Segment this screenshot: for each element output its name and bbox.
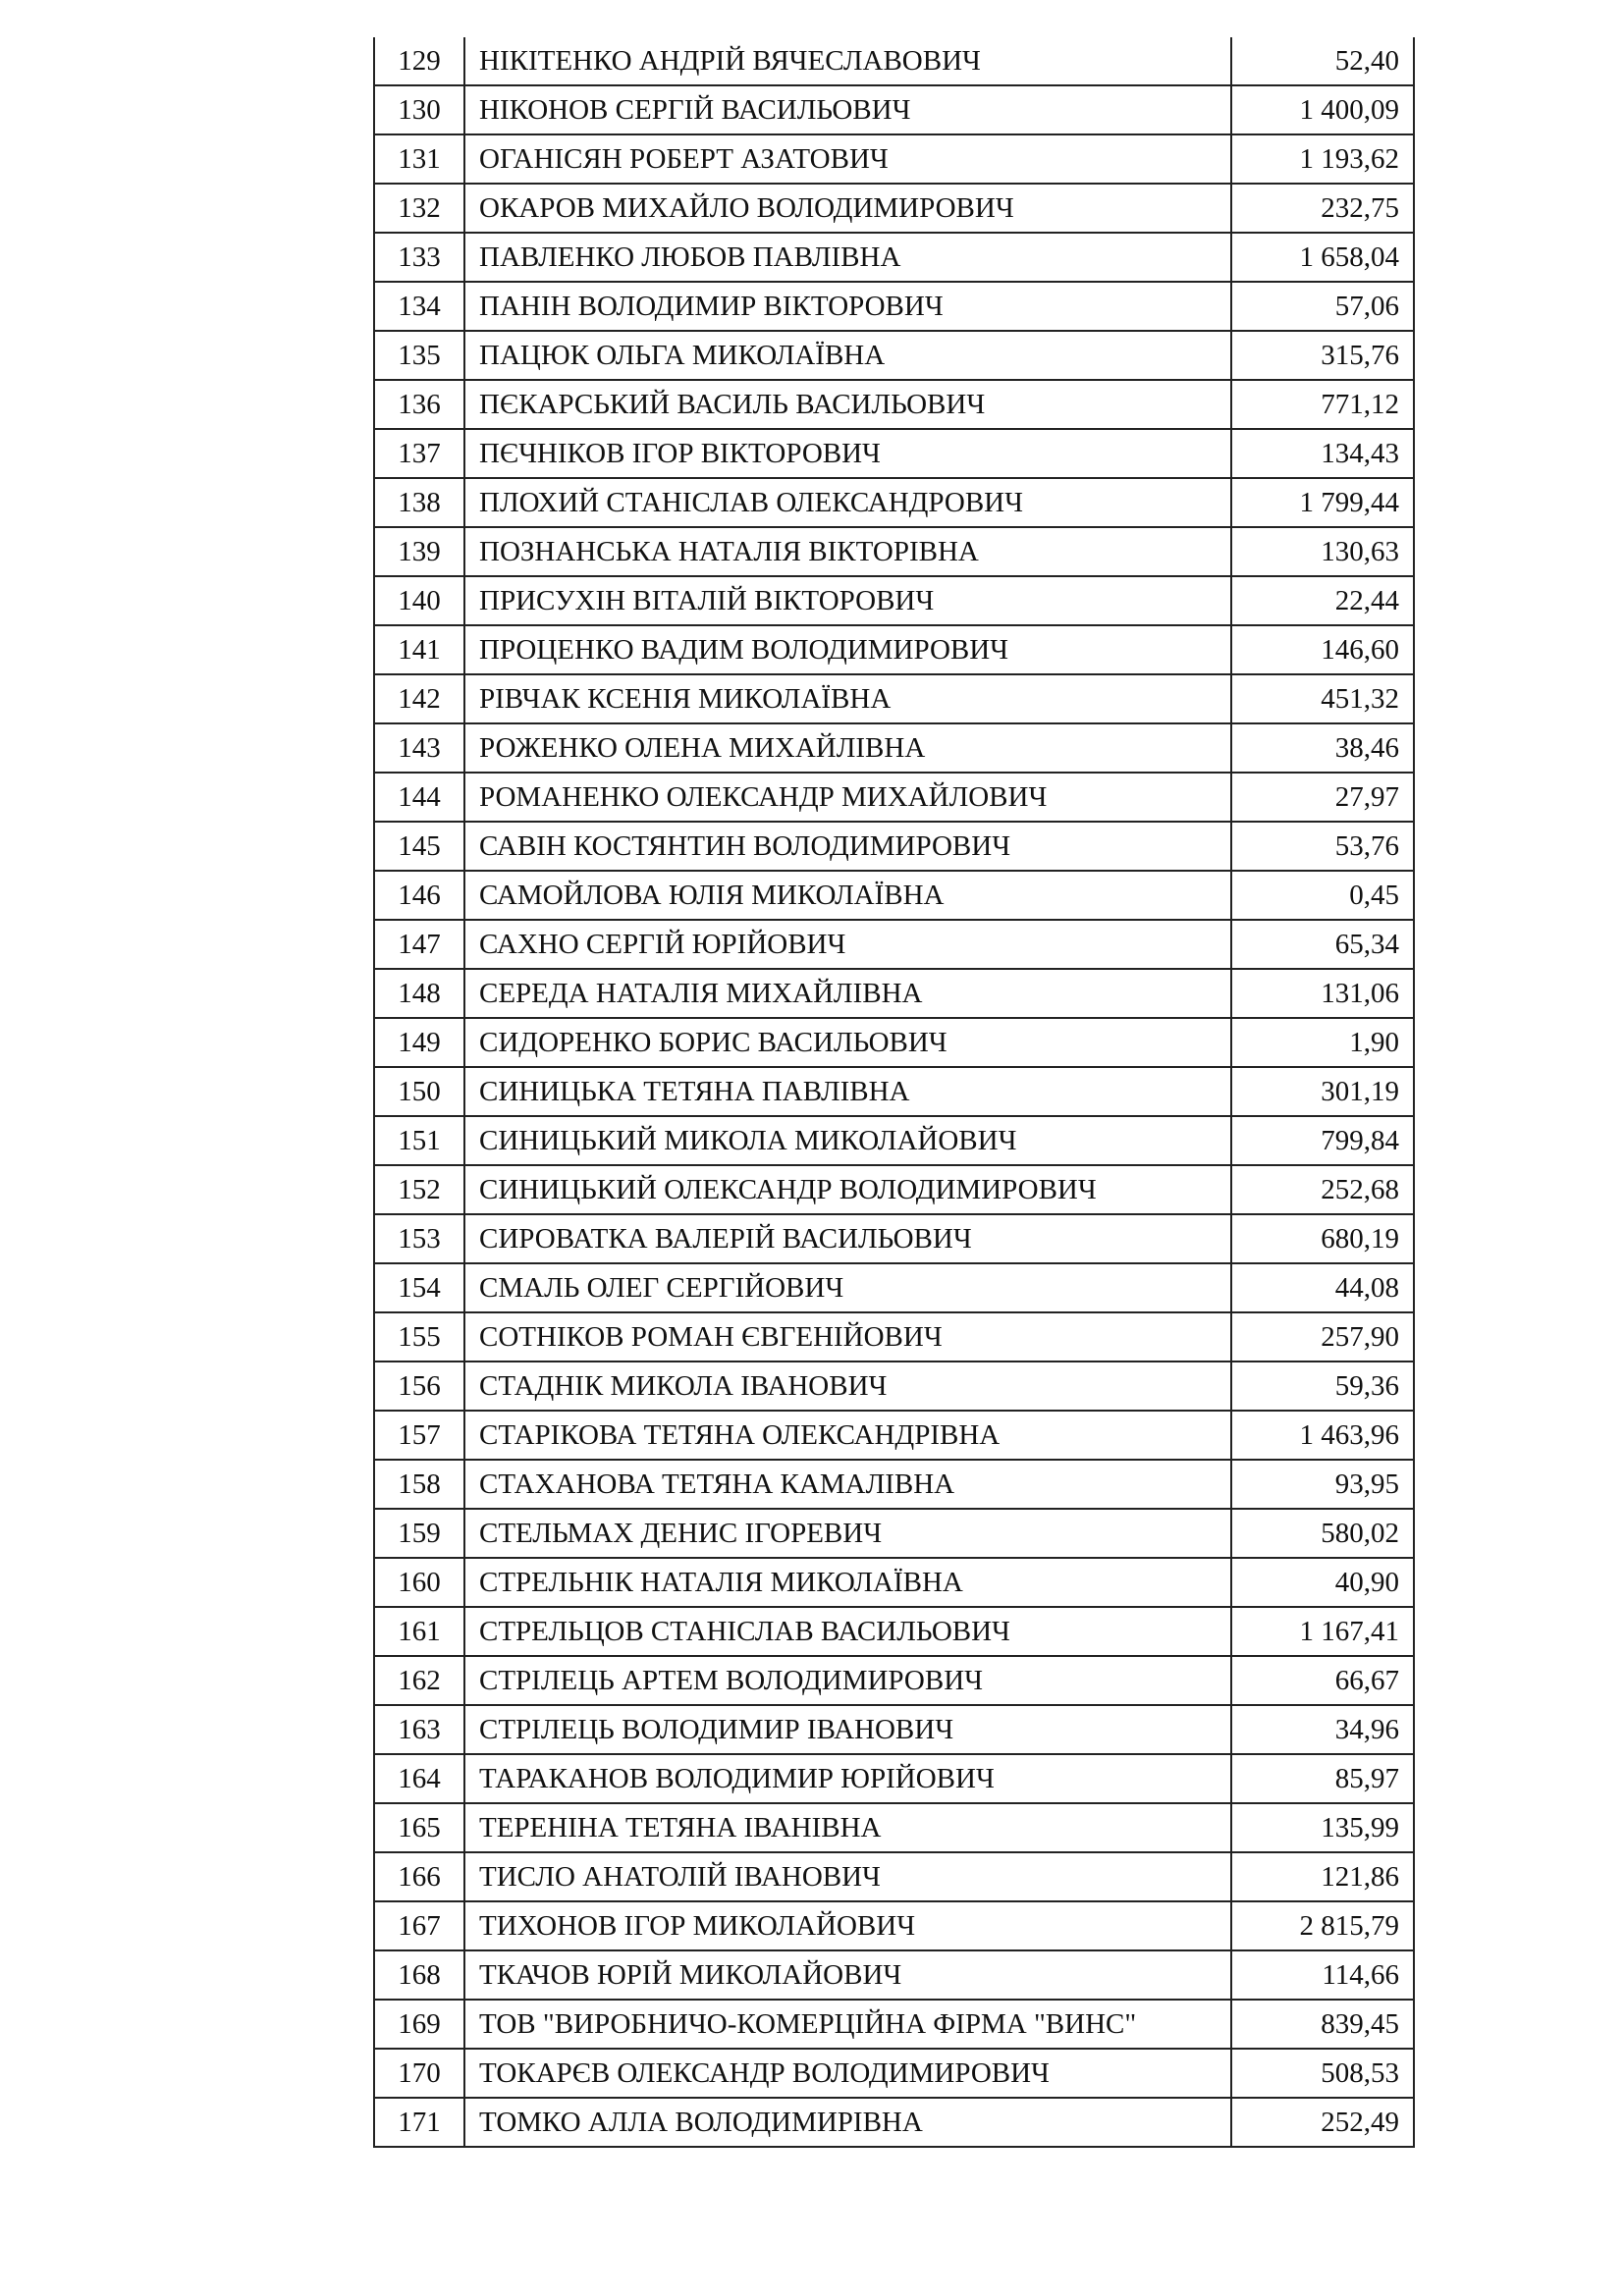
row-name: ОКАРОВ МИХАЙЛО ВОЛОДИМИРОВИЧ (464, 184, 1231, 233)
row-name: ПЄКАРСЬКИЙ ВАСИЛЬ ВАСИЛЬОВИЧ (464, 380, 1231, 429)
row-name: ПАВЛЕНКО ЛЮБОВ ПАВЛІВНА (464, 233, 1231, 282)
row-number: 152 (374, 1165, 464, 1214)
row-name: СТРІЛЕЦЬ АРТЕМ ВОЛОДИМИРОВИЧ (464, 1656, 1231, 1705)
row-number: 144 (374, 773, 464, 822)
row-name: СТРЕЛЬНІК НАТАЛІЯ МИКОЛАЇВНА (464, 1558, 1231, 1607)
table-row (374, 1067, 1414, 1116)
row-number: 154 (374, 1263, 464, 1312)
table-row (374, 773, 1414, 822)
row-amount: 252,49 (1231, 2098, 1414, 2147)
row-name: СЕРЕДА НАТАЛІЯ МИХАЙЛІВНА (464, 969, 1231, 1018)
row-number: 163 (374, 1705, 464, 1754)
row-amount: 680,19 (1231, 1214, 1414, 1263)
table-row (374, 282, 1414, 331)
row-number: 147 (374, 920, 464, 969)
row-number: 140 (374, 576, 464, 625)
row-number: 133 (374, 233, 464, 282)
table-row (374, 1558, 1414, 1607)
row-name: СТЕЛЬМАХ ДЕНИС ІГОРЕВИЧ (464, 1509, 1231, 1558)
row-name: СОТНІКОВ РОМАН ЄВГЕНІЙОВИЧ (464, 1312, 1231, 1362)
row-name: РІВЧАК КСЕНІЯ МИКОЛАЇВНА (464, 674, 1231, 723)
table-row (374, 429, 1414, 478)
table-row (374, 1312, 1414, 1362)
row-name: САХНО СЕРГІЙ ЮРІЙОВИЧ (464, 920, 1231, 969)
payment-list-table (373, 37, 1415, 2148)
row-amount: 451,32 (1231, 674, 1414, 723)
row-amount: 799,84 (1231, 1116, 1414, 1165)
row-amount: 114,66 (1231, 1950, 1414, 2000)
row-number: 134 (374, 282, 464, 331)
table-row (374, 1411, 1414, 1460)
row-amount: 257,90 (1231, 1312, 1414, 1362)
row-number: 167 (374, 1901, 464, 1950)
table-row (374, 1018, 1414, 1067)
row-amount: 135,99 (1231, 1803, 1414, 1852)
row-amount: 65,34 (1231, 920, 1414, 969)
row-number: 138 (374, 478, 464, 527)
table-row (374, 478, 1414, 527)
row-amount: 301,19 (1231, 1067, 1414, 1116)
row-number: 158 (374, 1460, 464, 1509)
row-amount: 315,76 (1231, 331, 1414, 380)
table-row (374, 1509, 1414, 1558)
row-amount: 134,43 (1231, 429, 1414, 478)
row-number: 137 (374, 429, 464, 478)
table-row (374, 37, 1414, 85)
table-row (374, 134, 1414, 184)
row-number: 168 (374, 1950, 464, 2000)
row-number: 148 (374, 969, 464, 1018)
table-row (374, 1803, 1414, 1852)
row-name: ПРОЦЕНКО ВАДИМ ВОЛОДИМИРОВИЧ (464, 625, 1231, 674)
row-amount: 27,97 (1231, 773, 1414, 822)
table-row (374, 1852, 1414, 1901)
row-name: ПОЗНАНСЬКА НАТАЛІЯ ВІКТОРІВНА (464, 527, 1231, 576)
row-name: ПЛОХИЙ СТАНІСЛАВ ОЛЕКСАНДРОВИЧ (464, 478, 1231, 527)
row-amount: 146,60 (1231, 625, 1414, 674)
row-amount: 1 193,62 (1231, 134, 1414, 184)
row-amount: 59,36 (1231, 1362, 1414, 1411)
row-name: СТРІЛЕЦЬ ВОЛОДИМИР ІВАНОВИЧ (464, 1705, 1231, 1754)
row-name: СИДОРЕНКО БОРИС ВАСИЛЬОВИЧ (464, 1018, 1231, 1067)
row-amount: 1 167,41 (1231, 1607, 1414, 1656)
row-amount: 38,46 (1231, 723, 1414, 773)
table-row (374, 723, 1414, 773)
row-number: 156 (374, 1362, 464, 1411)
table-row (374, 1754, 1414, 1803)
row-amount: 93,95 (1231, 1460, 1414, 1509)
row-number: 143 (374, 723, 464, 773)
row-name: СТРЕЛЬЦОВ СТАНІСЛАВ ВАСИЛЬОВИЧ (464, 1607, 1231, 1656)
row-amount: 22,44 (1231, 576, 1414, 625)
table-row (374, 1460, 1414, 1509)
row-number: 130 (374, 85, 464, 134)
table-row (374, 625, 1414, 674)
row-number: 129 (374, 37, 464, 85)
row-amount: 52,40 (1231, 37, 1414, 85)
row-number: 150 (374, 1067, 464, 1116)
row-number: 142 (374, 674, 464, 723)
table-row (374, 674, 1414, 723)
row-amount: 839,45 (1231, 2000, 1414, 2049)
row-name: СИНИЦЬКА ТЕТЯНА ПАВЛІВНА (464, 1067, 1231, 1116)
table-row (374, 2098, 1414, 2147)
table-row (374, 380, 1414, 429)
row-name: СТАРІКОВА ТЕТЯНА ОЛЕКСАНДРІВНА (464, 1411, 1231, 1460)
row-amount: 131,06 (1231, 969, 1414, 1018)
row-amount: 130,63 (1231, 527, 1414, 576)
row-amount: 0,45 (1231, 871, 1414, 920)
row-name: РОМАНЕНКО ОЛЕКСАНДР МИХАЙЛОВИЧ (464, 773, 1231, 822)
row-number: 170 (374, 2049, 464, 2098)
row-name: САВІН КОСТЯНТИН ВОЛОДИМИРОВИЧ (464, 822, 1231, 871)
table-row (374, 822, 1414, 871)
row-number: 162 (374, 1656, 464, 1705)
table-row (374, 920, 1414, 969)
row-number: 131 (374, 134, 464, 184)
row-number: 132 (374, 184, 464, 233)
table-row (374, 969, 1414, 1018)
row-number: 161 (374, 1607, 464, 1656)
row-name: НІКІТЕНКО АНДРІЙ ВЯЧЕСЛАВОВИЧ (464, 37, 1231, 85)
row-amount: 1 799,44 (1231, 478, 1414, 527)
row-name: НІКОНОВ СЕРГІЙ ВАСИЛЬОВИЧ (464, 85, 1231, 134)
row-name: ПАЦЮК ОЛЬГА МИКОЛАЇВНА (464, 331, 1231, 380)
row-name: ТКАЧОВ ЮРІЙ МИКОЛАЙОВИЧ (464, 1950, 1231, 2000)
row-amount: 66,67 (1231, 1656, 1414, 1705)
row-amount: 508,53 (1231, 2049, 1414, 2098)
row-number: 141 (374, 625, 464, 674)
row-number: 164 (374, 1754, 464, 1803)
row-amount: 121,86 (1231, 1852, 1414, 1901)
table-row (374, 331, 1414, 380)
row-amount: 57,06 (1231, 282, 1414, 331)
row-name: ТОВ "ВИРОБНИЧО-КОМЕРЦІЙНА ФІРМА "ВИНС" (464, 2000, 1231, 2049)
row-number: 135 (374, 331, 464, 380)
row-amount: 252,68 (1231, 1165, 1414, 1214)
table-row (374, 1116, 1414, 1165)
table-row (374, 1656, 1414, 1705)
row-number: 166 (374, 1852, 464, 1901)
row-number: 153 (374, 1214, 464, 1263)
row-amount: 40,90 (1231, 1558, 1414, 1607)
table-row (374, 1263, 1414, 1312)
row-name: ПРИСУХІН ВІТАЛІЙ ВІКТОРОВИЧ (464, 576, 1231, 625)
row-name: САМОЙЛОВА ЮЛІЯ МИКОЛАЇВНА (464, 871, 1231, 920)
row-amount: 53,76 (1231, 822, 1414, 871)
row-number: 165 (374, 1803, 464, 1852)
row-name: ТИСЛО АНАТОЛІЙ ІВАНОВИЧ (464, 1852, 1231, 1901)
row-number: 169 (374, 2000, 464, 2049)
table-row (374, 2000, 1414, 2049)
row-amount: 34,96 (1231, 1705, 1414, 1754)
row-amount: 44,08 (1231, 1263, 1414, 1312)
row-amount: 2 815,79 (1231, 1901, 1414, 1950)
table-row (374, 1165, 1414, 1214)
row-number: 157 (374, 1411, 464, 1460)
row-name: СТАХАНОВА ТЕТЯНА КАМАЛІВНА (464, 1460, 1231, 1509)
table-row (374, 1362, 1414, 1411)
table-row (374, 1214, 1414, 1263)
row-number: 171 (374, 2098, 464, 2147)
table-row (374, 1950, 1414, 2000)
row-name: ТОМКО АЛЛА ВОЛОДИМИРІВНА (464, 2098, 1231, 2147)
row-amount: 580,02 (1231, 1509, 1414, 1558)
row-name: СИРОВАТКА ВАЛЕРІЙ ВАСИЛЬОВИЧ (464, 1214, 1231, 1263)
row-name: ТАРАКАНОВ ВОЛОДИМИР ЮРІЙОВИЧ (464, 1754, 1231, 1803)
row-name: ОГАНІСЯН РОБЕРТ АЗАТОВИЧ (464, 134, 1231, 184)
row-amount: 1 463,96 (1231, 1411, 1414, 1460)
table-row (374, 184, 1414, 233)
row-amount: 1 658,04 (1231, 233, 1414, 282)
table-row (374, 871, 1414, 920)
row-name: ПАНІН ВОЛОДИМИР ВІКТОРОВИЧ (464, 282, 1231, 331)
row-number: 149 (374, 1018, 464, 1067)
row-number: 145 (374, 822, 464, 871)
row-amount: 771,12 (1231, 380, 1414, 429)
row-name: РОЖЕНКО ОЛЕНА МИХАЙЛІВНА (464, 723, 1231, 773)
table-row (374, 1705, 1414, 1754)
table-row (374, 233, 1414, 282)
row-amount: 1,90 (1231, 1018, 1414, 1067)
row-number: 146 (374, 871, 464, 920)
row-number: 139 (374, 527, 464, 576)
row-number: 159 (374, 1509, 464, 1558)
table-row (374, 527, 1414, 576)
row-name: СТАДНІК МИКОЛА ІВАНОВИЧ (464, 1362, 1231, 1411)
row-name: ПЄЧНІКОВ ІГОР ВІКТОРОВИЧ (464, 429, 1231, 478)
table-row (374, 1901, 1414, 1950)
row-name: ТЕРЕНІНА ТЕТЯНА ІВАНІВНА (464, 1803, 1231, 1852)
row-amount: 232,75 (1231, 184, 1414, 233)
row-name: СИНИЦЬКИЙ ОЛЕКСАНДР ВОЛОДИМИРОВИЧ (464, 1165, 1231, 1214)
table-row (374, 576, 1414, 625)
row-amount: 85,97 (1231, 1754, 1414, 1803)
table-row (374, 85, 1414, 134)
row-name: СМАЛЬ ОЛЕГ СЕРГІЙОВИЧ (464, 1263, 1231, 1312)
row-name: ТОКАРЄВ ОЛЕКСАНДР ВОЛОДИМИРОВИЧ (464, 2049, 1231, 2098)
row-number: 155 (374, 1312, 464, 1362)
row-number: 160 (374, 1558, 464, 1607)
row-number: 136 (374, 380, 464, 429)
row-name: СИНИЦЬКИЙ МИКОЛА МИКОЛАЙОВИЧ (464, 1116, 1231, 1165)
table-row (374, 2049, 1414, 2098)
row-name: ТИХОНОВ ІГОР МИКОЛАЙОВИЧ (464, 1901, 1231, 1950)
table-body (374, 37, 1414, 2147)
table-row (374, 1607, 1414, 1656)
row-amount: 1 400,09 (1231, 85, 1414, 134)
row-number: 151 (374, 1116, 464, 1165)
